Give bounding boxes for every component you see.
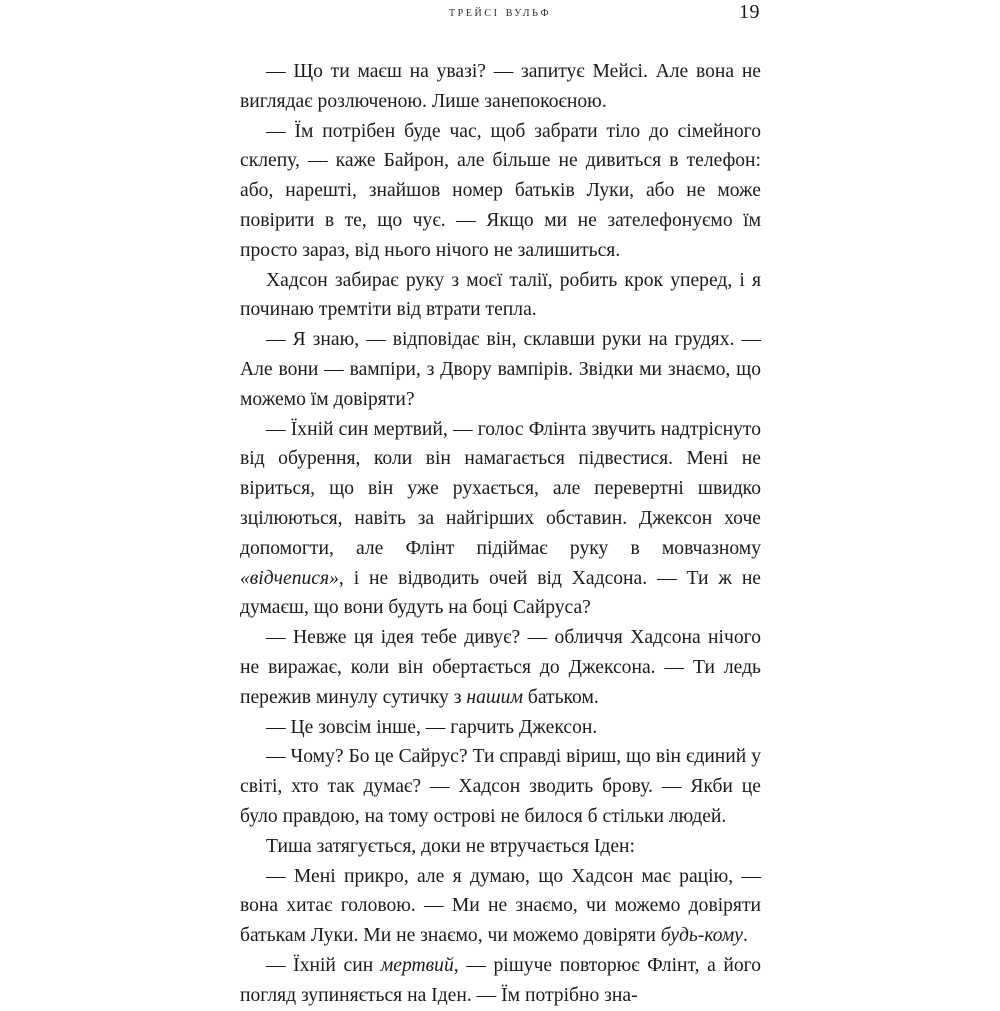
paragraph <box>240 325 761 414</box>
body-text: — Мені прикро, але я думаю, що Хадсон має рацію, — вона хитає головою. — Ми не знаємо, чи можемо довіряти батькам Луки. Ми не знаємо, чи можемо довіряти <box>240 865 761 947</box>
emphasis-text: будь-кому <box>660 925 743 947</box>
emphasis-text: мертвий <box>380 954 454 976</box>
body-text: — Я знаю, — відповідає він, склавши руки на грудях. — Але вони — вампіри, з Двору вампірів. Звідки ми знаємо, що можемо їм довіряти? <box>240 329 761 410</box>
paragraph <box>240 117 761 266</box>
paragraph <box>240 415 761 624</box>
body-text: — Невже ця ідея тебе дивує? — обличчя Хадсона нічого не виражає, коли він обертається до Джексона. — Ти ледь пережив минулу сутичку з <box>240 627 761 708</box>
body-text: . <box>743 925 748 947</box>
body-text: — Їм потрібен буде час, щоб забрати тіло до сімейного склепу, — каже Байрон, але більше не дивиться в телефон: або, нарешті, знайшов номер батьків Луки, або не може повірити в те, що чує. — Якщо ми не зателефонуємо їм просто зараз, від нього нічого не залишиться. <box>240 120 761 261</box>
paragraph <box>240 742 761 831</box>
paragraph <box>240 623 761 712</box>
paragraph <box>240 951 761 1011</box>
running-head-title: трейсі вульф <box>448 4 552 20</box>
paragraph <box>240 713 761 743</box>
body-text: Тиша затягується, доки не втручається Іден: <box>266 835 635 857</box>
body-text: Хадсон забирає руку з моєї талії, робить крок уперед, і я починаю тремтіти від втрати тепла. <box>240 269 761 321</box>
page-number: 19 <box>739 1 760 23</box>
paragraph <box>240 57 761 117</box>
paragraph <box>240 862 761 951</box>
body-text-block <box>240 57 761 1011</box>
paragraph <box>240 266 761 326</box>
body-text: — Чому? Бо це Сайрус? Ти справді віриш, що він єдиний у світі, хто так думає? — Хадсон зводить брову. — Якби це було правдою, на тому острові не билося б стільки людей. <box>240 746 761 827</box>
body-text: — Їхній син мертвий, — голос Флінта звучить надтріснуто від обурення, коли він намагається підвестися. Мені не віриться, що він уже рухається, але перевертні швидко зцілюються, навіть за найгірших обставин. Джексон хоче допомогти, але Флінт підіймає руку в мовчазному <box>240 418 761 559</box>
body-text: , і не відводить очей від Хадсона. — Ти ж не думаєш, що вони будуть на боці Сайруса? <box>240 567 761 619</box>
body-text: — Їхній син <box>266 954 381 976</box>
body-text: , — рішуче повторює Флінт, а його погляд зупиняється на Іден. — Їм потрібно зна- <box>240 954 762 1006</box>
emphasis-text: «відчепися» <box>240 567 339 589</box>
body-text: батьком. <box>522 686 599 708</box>
running-head <box>0 0 1000 34</box>
body-text: — Що ти маєш на увазі? — запитує Мейсі. Але вона не виглядає розлюченою. Лише занепокоєною. <box>240 61 761 112</box>
body-text: — Це зовсім інше, — гарчить Джексон. <box>266 716 598 738</box>
paragraph <box>240 832 761 862</box>
emphasis-text: нашим <box>466 686 523 708</box>
